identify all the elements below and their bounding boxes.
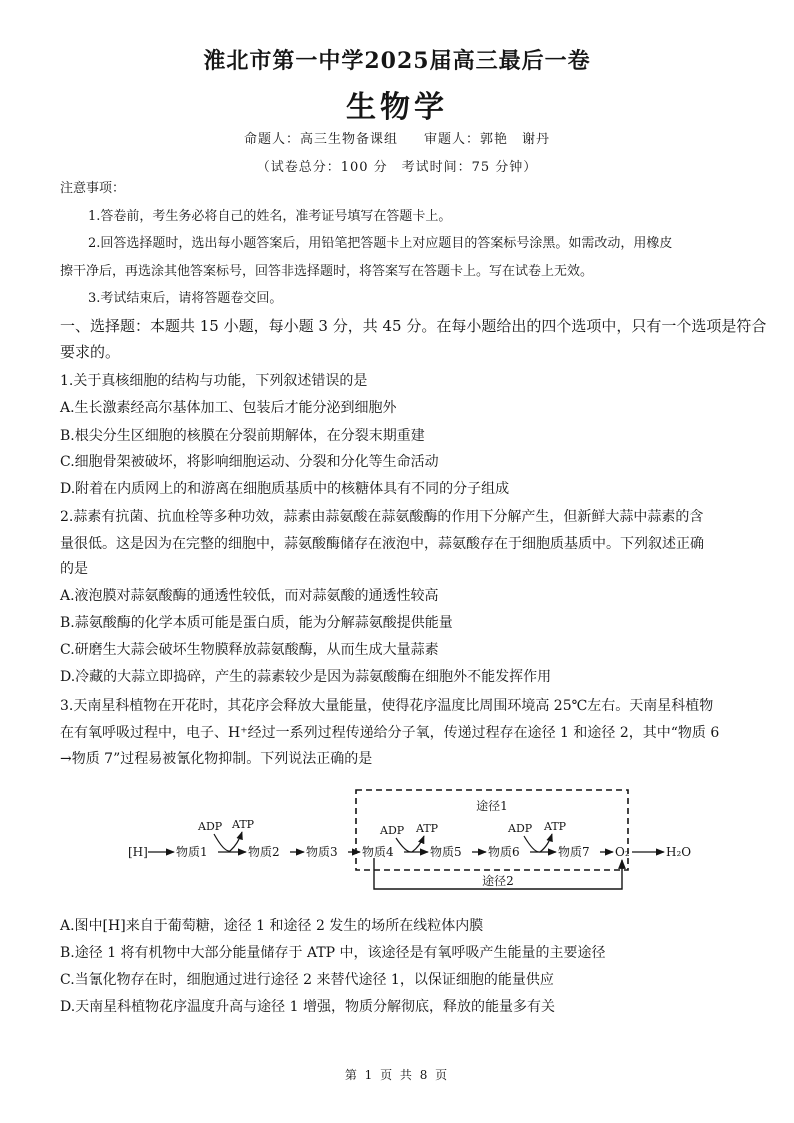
q2-option-b: B.蒜氨酸酶的化学本质可能是蛋白质，能为分解蒜氨酸提供能量 [60, 615, 453, 631]
start-h: [H] [128, 845, 148, 859]
section-heading: 一、选择题：本题共 15 小题，每小题 3 分，共 45 分。在每小题给出的四个选项中，只有一个选项是符合 [60, 317, 767, 335]
notice-item-2: 2.回答选择题时，选出每小题答案后，用铅笔把答题卡上对应题目的答案标号涂黑。如需改动，用橡皮 [88, 236, 673, 251]
notice-title: 注意事项： [60, 181, 126, 196]
adp-label-3: ADP [508, 822, 533, 835]
notice-item-2-cont: 擦干净后，再选涂其他答案标号，回答非选择题时，将答案写在答题卡上。写在试卷上无效。 [60, 264, 594, 279]
q1-option-a: A.生长激素经高尔基体加工、包装后才能分泌到细胞外 [60, 400, 397, 416]
atp-arc-3 [524, 834, 552, 852]
q3-option-b: B.途径 1 将有机物中大部分能量储存于 ATP 中，该途径是有氧呼吸产生能量的主要途径 [60, 945, 606, 961]
q2-option-a: A.液泡膜对蒜氨酸酶的通透性较低，而对蒜氨酸的通透性较高 [60, 588, 439, 604]
atp-arc-1 [214, 832, 242, 851]
pathway1-label: 途径1 [476, 799, 508, 813]
respiration-pathway-diagram [120, 784, 700, 904]
page-footer: 第 1 页 共 8 页 [344, 1068, 450, 1082]
substance-4: 物质4 [362, 845, 394, 859]
substance-7: 物质7 [558, 845, 590, 859]
authors-line [0, 128, 794, 147]
substance-5: 物质5 [430, 845, 462, 859]
q1-option-c: C.细胞骨架被破坏，将影响细胞运动、分裂和分化等生命活动 [60, 454, 439, 470]
subject-title: 生物学 [346, 90, 448, 125]
notice-item-1: 1.答卷前，考生务必将自己的姓名，准考证号填写在答题卡上。 [88, 209, 452, 224]
substance-3: 物质3 [306, 845, 338, 859]
q3-option-d: D.天南星科植物花序温度升高与途径 1 增强，物质分解彻底，释放的能量多有关 [60, 999, 555, 1015]
setter-label: 命题人：高三生物备课组 [243, 132, 398, 147]
q3-option-c: C.当氰化物存在时，细胞通过进行途径 2 来替代途径 1，以保证细胞的能量供应 [60, 972, 554, 988]
q3-stem-3: →物质 7”过程易被氰化物抑制。下列说法正确的是 [60, 751, 373, 767]
q2-stem-1: 2.蒜素有抗菌、抗血栓等多种功效，蒜素由蒜氨酸在蒜氨酸酶的作用下分解产生，但新鲜大蒜中蒜素的含 [60, 509, 704, 525]
q2-stem-3: 的是 [60, 561, 88, 577]
q3-stem-1: 3.天南星科植物在开花时，其花序会释放大量能量，使得花序温度比周围环境高 25℃左右。天南星科植物 [60, 698, 714, 714]
q2-option-c: C.研磨生大蒜会破坏生物膜释放蒜氨酸酶，从而生成大量蒜素 [60, 642, 439, 658]
reviewer-label: 审题人：郭艳 谢丹 [424, 132, 551, 147]
notice-item-3: 3.考试结束后，请将答题卷交回。 [88, 291, 283, 306]
q1-stem: 1.关于真核细胞的结构与功能，下列叙述错误的是 [60, 373, 368, 389]
q1-option-b: B.根尖分生区细胞的核膜在分裂前期解体，在分裂末期重建 [60, 428, 425, 444]
substance-2: 物质2 [248, 845, 280, 859]
adp-label-1: ADP [198, 820, 223, 833]
substance-1: 物质1 [176, 845, 208, 859]
o2-label: O₂ [615, 845, 630, 859]
atp-label-2: ATP [416, 822, 439, 835]
substance-6: 物质6 [488, 845, 520, 859]
q3-stem-2: 在有氧呼吸过程中，电子、H⁺经过一系列过程传递给分子氧，传递过程存在途径 1 和途径 2，其中“物质 6 [60, 725, 720, 741]
atp-arc-2 [396, 836, 424, 852]
pathway2-label: 途径2 [482, 874, 514, 888]
q2-stem-2: 量很低。这是因为在完整的细胞中，蒜氨酸酶储存在液泡中，蒜氨酸存在于细胞质基质中。下列叙述正确 [60, 536, 704, 552]
atp-label-1: ATP [232, 818, 255, 831]
atp-label-3: ATP [544, 820, 567, 833]
exam-info: （试卷总分：100 分 考试时间：75 分钟） [256, 160, 538, 175]
h2o-label: H₂O [666, 845, 692, 859]
section-heading-cont: 要求的。 [60, 343, 121, 361]
q1-option-d: D.附着在内质网上的和游离在细胞质基质中的核糖体具有不同的分子组成 [60, 481, 510, 497]
q3-option-a: A.图中[H]来自于葡萄糖，途径 1 和途径 2 发生的场所在线粒体内膜 [60, 918, 484, 934]
school-title: 淮北市第一中学2025届高三最后一卷 [203, 48, 591, 74]
q2-option-d: D.冷藏的大蒜立即捣碎，产生的蒜素较少是因为蒜氨酸酶在细胞外不能发挥作用 [60, 669, 552, 685]
adp-label-2: ADP [380, 824, 405, 837]
